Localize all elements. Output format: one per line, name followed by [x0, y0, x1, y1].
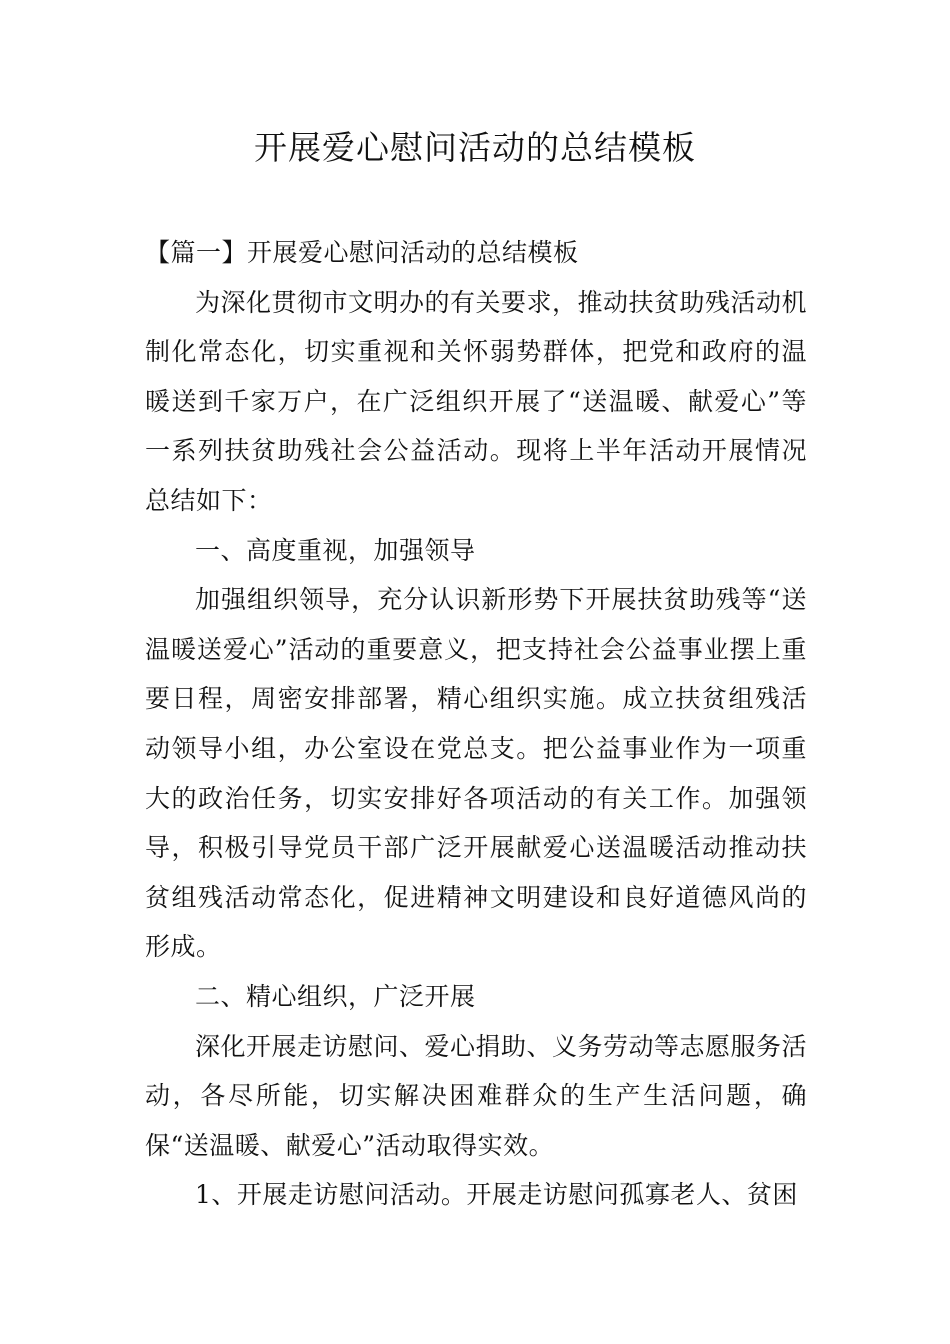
- document-body: [145, 228, 807, 1220]
- intro-paragraph: 为深化贯彻市文明办的有关要求，推动扶贫助残活动机制化常态化，切实重视和关怀弱势群体，把党和政府的温暖送到千家万户，在广泛组织开展了“送温暖、献爱心”等一系列扶贫助残社会公益活动。现将上半年活动开展情况总结如下：: [145, 287, 808, 515]
- section-heading: 【篇一】开展爱心慰问活动的总结模板: [145, 238, 579, 267]
- heading-one: 一、高度重视，加强领导: [195, 535, 476, 565]
- document-title: 开展爱心慰问活动的总结模板: [254, 128, 696, 167]
- organization-paragraph: 深化开展走访慰问、爱心捐助、义务劳动等志愿服务活动，各尽所能，切实解决困难群众的生产生活问题，确保“送温暖、献爱心”活动取得实效。: [145, 1031, 808, 1160]
- leadership-paragraph: 加强组织领导，充分认识新形势下开展扶贫助残等“送温暖送爱心”活动的重要意义，把支持社会公益事业摆上重要日程，周密安排部署，精心组织实施。成立扶贫组残活动领导小组，办公室设在党总支。把公益事业作为一项重大的政治任务，切实安排好各项活动的有关工作。加强领导，积极引导党员干部广泛开展献爱心送温暖活动推动扶贫组残活动常态化，促进精神文明建设和良好道德风尚的形成。: [145, 585, 807, 962]
- visit-paragraph: 1、开展走访慰问活动。开展走访慰问孤寡老人、贫困: [195, 1180, 798, 1210]
- heading-two: 二、精心组织，广泛开展: [195, 981, 476, 1011]
